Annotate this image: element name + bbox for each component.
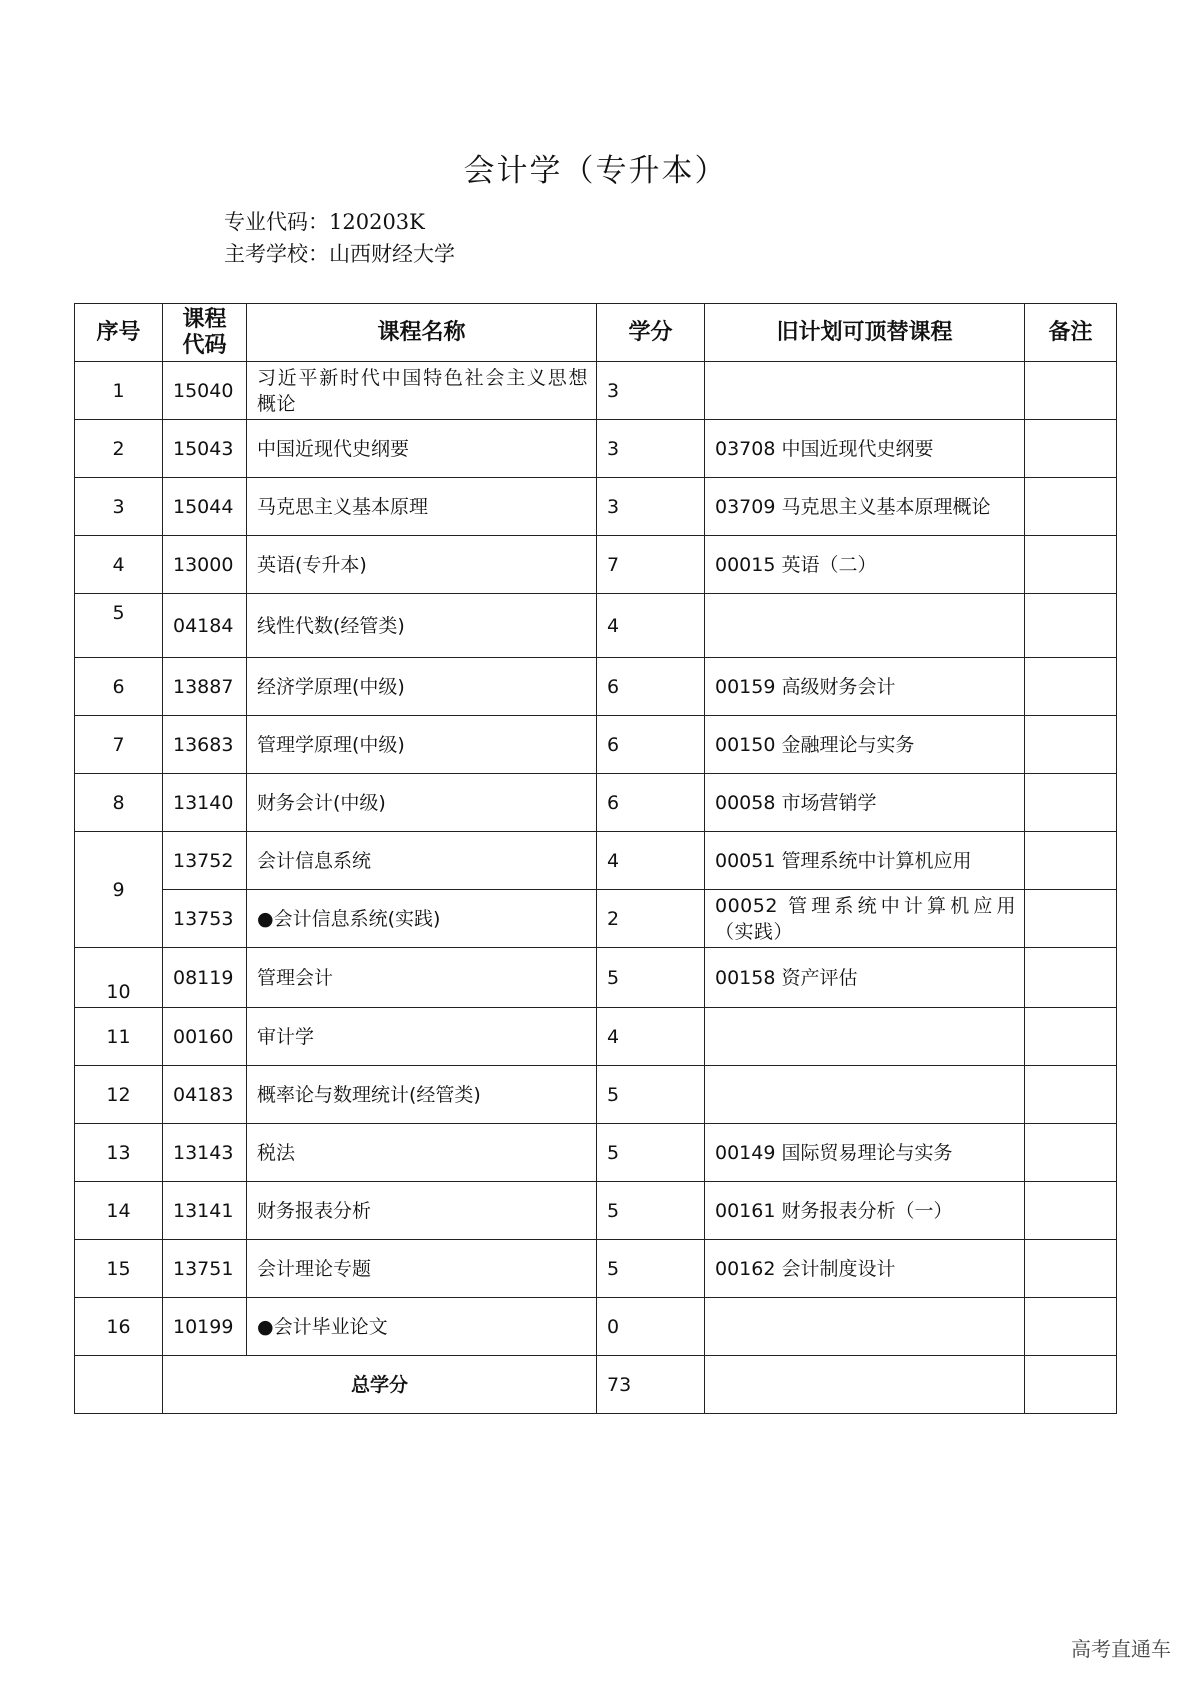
- row-name: 管理学原理(中级): [247, 716, 597, 774]
- document-title: 会计学（专升本）: [463, 153, 728, 189]
- row-note: [1025, 658, 1117, 716]
- table-row: [75, 1008, 1117, 1066]
- row-code: 13141: [163, 1182, 247, 1240]
- course-table: [74, 303, 1117, 1414]
- row-seq: 9: [75, 832, 163, 948]
- row-old: [705, 1008, 1025, 1066]
- row-name: 习近平新时代中国特色社会主义思想概论: [247, 362, 597, 420]
- row-seq: 11: [75, 1008, 163, 1066]
- row-code: 13751: [163, 1240, 247, 1298]
- table-header-row: [75, 304, 1117, 362]
- table-row: [75, 948, 1117, 1008]
- row-note: [1025, 774, 1117, 832]
- row-code: 13752: [163, 832, 247, 890]
- row-note: [1025, 948, 1117, 1008]
- table-row: [75, 774, 1117, 832]
- table-row: [75, 1182, 1117, 1240]
- row-name: ●会计毕业论文: [247, 1298, 597, 1356]
- row-code: 08119: [163, 948, 247, 1008]
- row-note: [1025, 420, 1117, 478]
- table-row: [75, 890, 1117, 948]
- row-old: 00051 管理系统中计算机应用: [705, 832, 1025, 890]
- row-credit: 6: [597, 658, 705, 716]
- total-seq-empty: [75, 1356, 163, 1414]
- row-note: [1025, 536, 1117, 594]
- row-note: [1025, 1298, 1117, 1356]
- row-code: 13887: [163, 658, 247, 716]
- row-note: [1025, 832, 1117, 890]
- row-seq: 2: [75, 420, 163, 478]
- table-row: [75, 1298, 1117, 1356]
- row-credit: 6: [597, 716, 705, 774]
- row-note: [1025, 594, 1117, 658]
- header-code-line1: 课程: [182, 306, 227, 332]
- row-credit: 5: [597, 948, 705, 1008]
- row-note: [1025, 1240, 1117, 1298]
- row-credit: 4: [597, 594, 705, 658]
- row-name: 经济学原理(中级): [247, 658, 597, 716]
- table-row: [75, 594, 1117, 658]
- row-old: 00015 英语（二）: [705, 536, 1025, 594]
- major-code: 专业代码：120203K: [224, 210, 425, 234]
- row-name: 财务会计(中级): [247, 774, 597, 832]
- row-note: [1025, 362, 1117, 420]
- total-label: 总学分: [163, 1356, 597, 1414]
- row-name: 税法: [247, 1124, 597, 1182]
- row-code: 00160: [163, 1008, 247, 1066]
- row-code: 04183: [163, 1066, 247, 1124]
- total-credit: 73: [597, 1356, 705, 1414]
- table-row: [75, 716, 1117, 774]
- header-credit: 学分: [597, 304, 705, 362]
- header-old: 旧计划可顶替课程: [705, 304, 1025, 362]
- header-name: 课程名称: [247, 304, 597, 362]
- total-old-empty: [705, 1356, 1025, 1414]
- row-code: 15040: [163, 362, 247, 420]
- exam-school: 主考学校：山西财经大学: [224, 242, 455, 266]
- table-row: [75, 536, 1117, 594]
- row-note: [1025, 1124, 1117, 1182]
- header-seq: 序号: [75, 304, 163, 362]
- row-note: [1025, 1066, 1117, 1124]
- table-row: [75, 1124, 1117, 1182]
- header-note: 备注: [1025, 304, 1117, 362]
- row-old: 00149 国际贸易理论与实务: [705, 1124, 1025, 1182]
- row-code: 13000: [163, 536, 247, 594]
- header-code: [163, 304, 247, 362]
- watermark-text: 高考直通车: [1071, 1637, 1171, 1661]
- row-name: 管理会计: [247, 948, 597, 1008]
- row-name: 概率论与数理统计(经管类): [247, 1066, 597, 1124]
- row-old: 03709 马克思主义基本原理概论: [705, 478, 1025, 536]
- total-row: [75, 1356, 1117, 1414]
- row-old: [705, 594, 1025, 658]
- row-code: 15044: [163, 478, 247, 536]
- row-seq: 13: [75, 1124, 163, 1182]
- row-credit: 2: [597, 890, 705, 948]
- table-row: [75, 362, 1117, 420]
- row-note: [1025, 1008, 1117, 1066]
- row-name: 马克思主义基本原理: [247, 478, 597, 536]
- row-credit: 3: [597, 420, 705, 478]
- table-row: [75, 1066, 1117, 1124]
- row-note: [1025, 716, 1117, 774]
- row-code: 15043: [163, 420, 247, 478]
- row-credit: 6: [597, 774, 705, 832]
- row-seq: 14: [75, 1182, 163, 1240]
- row-old: 00052 管理系统中计算机应用（实践）: [705, 890, 1025, 948]
- row-old: 00162 会计制度设计: [705, 1240, 1025, 1298]
- row-seq: 6: [75, 658, 163, 716]
- row-seq: 8: [75, 774, 163, 832]
- row-credit: 4: [597, 832, 705, 890]
- row-credit: 0: [597, 1298, 705, 1356]
- row-code: 13143: [163, 1124, 247, 1182]
- row-seq: 5: [75, 594, 163, 658]
- row-code: 13683: [163, 716, 247, 774]
- row-code: 13140: [163, 774, 247, 832]
- row-name: 中国近现代史纲要: [247, 420, 597, 478]
- table-row: [75, 420, 1117, 478]
- row-code: 10199: [163, 1298, 247, 1356]
- row-credit: 7: [597, 536, 705, 594]
- row-seq: 4: [75, 536, 163, 594]
- row-name: 财务报表分析: [247, 1182, 597, 1240]
- row-old: [705, 362, 1025, 420]
- row-seq: 12: [75, 1066, 163, 1124]
- row-note: [1025, 478, 1117, 536]
- row-name: 审计学: [247, 1008, 597, 1066]
- table-row: [75, 1240, 1117, 1298]
- total-note-empty: [1025, 1356, 1117, 1414]
- header-code-line2: 代码: [182, 332, 227, 358]
- row-code: 13753: [163, 890, 247, 948]
- row-old: 00158 资产评估: [705, 948, 1025, 1008]
- row-note: [1025, 890, 1117, 948]
- row-code: 04184: [163, 594, 247, 658]
- table-row: [75, 832, 1117, 890]
- table-row: [75, 478, 1117, 536]
- row-old: 00150 金融理论与实务: [705, 716, 1025, 774]
- row-old: 03708 中国近现代史纲要: [705, 420, 1025, 478]
- row-credit: 4: [597, 1008, 705, 1066]
- row-credit: 5: [597, 1182, 705, 1240]
- row-old: 00058 市场营销学: [705, 774, 1025, 832]
- table-row: [75, 658, 1117, 716]
- row-name: 会计理论专题: [247, 1240, 597, 1298]
- row-seq: 16: [75, 1298, 163, 1356]
- row-seq: 15: [75, 1240, 163, 1298]
- row-seq: 7: [75, 716, 163, 774]
- row-credit: 5: [597, 1124, 705, 1182]
- row-seq: 10: [75, 948, 163, 1008]
- row-old: [705, 1066, 1025, 1124]
- row-name: 线性代数(经管类): [247, 594, 597, 658]
- row-old: 00161 财务报表分析（一）: [705, 1182, 1025, 1240]
- row-name: ●会计信息系统(实践): [247, 890, 597, 948]
- row-old: 00159 高级财务会计: [705, 658, 1025, 716]
- row-seq: 3: [75, 478, 163, 536]
- row-credit: 3: [597, 362, 705, 420]
- row-name: 英语(专升本): [247, 536, 597, 594]
- row-note: [1025, 1182, 1117, 1240]
- row-name: 会计信息系统: [247, 832, 597, 890]
- row-seq: 1: [75, 362, 163, 420]
- row-credit: 5: [597, 1066, 705, 1124]
- row-credit: 3: [597, 478, 705, 536]
- row-credit: 5: [597, 1240, 705, 1298]
- row-old: [705, 1298, 1025, 1356]
